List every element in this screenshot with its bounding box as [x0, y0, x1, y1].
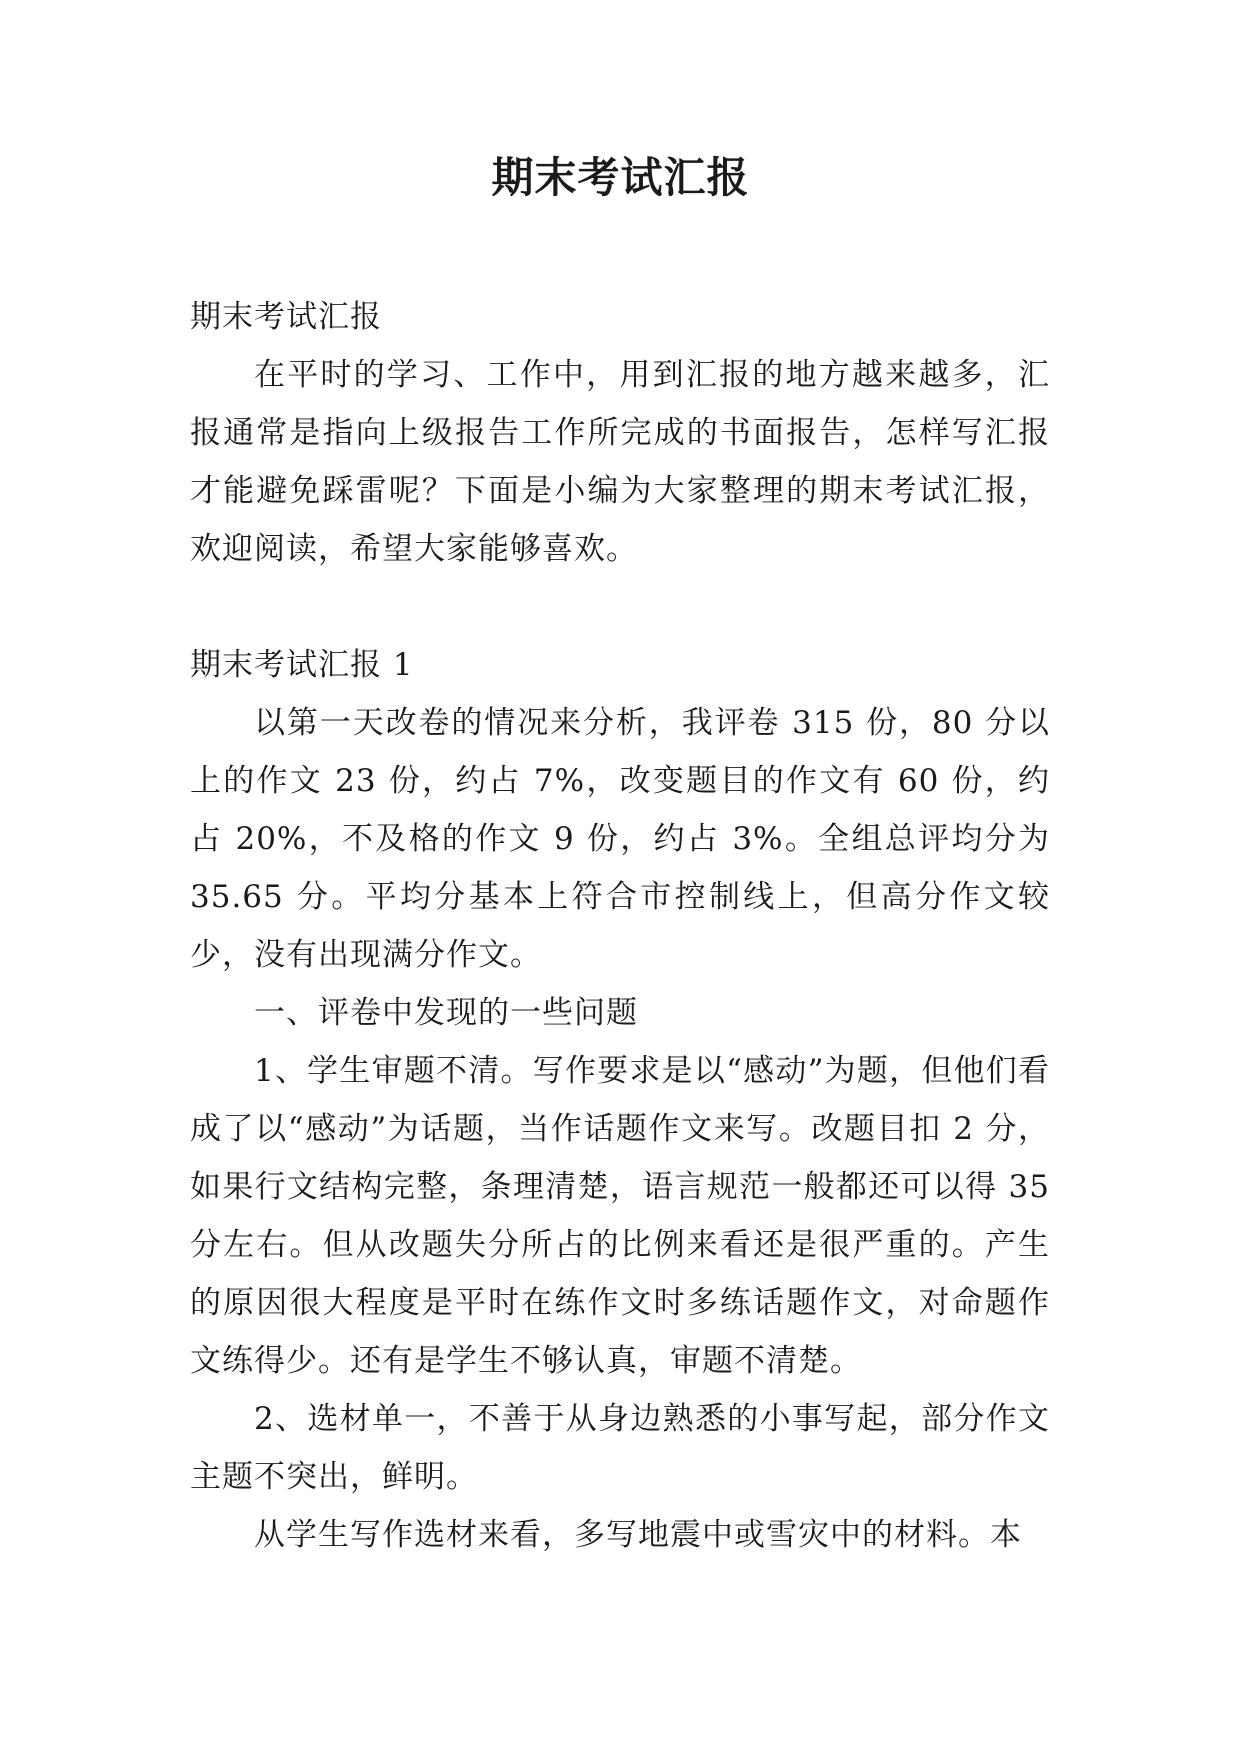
- intro-paragraph: 在平时的学习、工作中，用到汇报的地方越来越多，汇报通常是指向上级报告工作所完成的书面报告，怎样写汇报才能避免踩雷呢？下面是小编为大家整理的期末考试汇报，欢迎阅读，希望大家能够喜欢。: [190, 357, 1050, 567]
- subsection-heading: 一、评卷中发现的一些问题: [254, 995, 638, 1031]
- body-paragraph: 从学生写作选材来看，多写地震中或雪灾中的材料。本: [254, 1517, 1022, 1553]
- section-heading-1: 期末考试汇报 1: [190, 647, 414, 683]
- body-paragraph: 2、选材单一，不善于从身边熟悉的小事写起，部分作文主题不突出，鲜明。: [190, 1401, 1050, 1495]
- document-body: [190, 288, 1050, 1564]
- body-paragraph: 以第一天改卷的情况来分析，我评卷 315 份，80 分以上的作文 23 份，约占 7%，改变题目的作文有 60 份，约占 20%，不及格的作文 9 份，约占 3%。全组总评均分为 35.65 分。平均分基本上符合市控制线上，但高分作文较少，没有出现满分作文。: [190, 705, 1050, 973]
- paragraph-gap: [190, 578, 1050, 636]
- intro-heading: 期末考试汇报: [190, 299, 382, 335]
- body-paragraph: 1、学生审题不清。写作要求是以“感动”为题，但他们看成了以“感动”为话题，当作话题作文来写。改题目扣 2 分，如果行文结构完整，条理清楚，语言规范一般都还可以得 35 分左右。但从改题失分所占的比例来看还是很严重的。产生的原因很大程度是平时在练作文时多练话题作文，对命题作文练得少。还有是学生不够认真，审题不清楚。: [190, 1053, 1050, 1379]
- document-title: 期末考试汇报: [491, 153, 750, 202]
